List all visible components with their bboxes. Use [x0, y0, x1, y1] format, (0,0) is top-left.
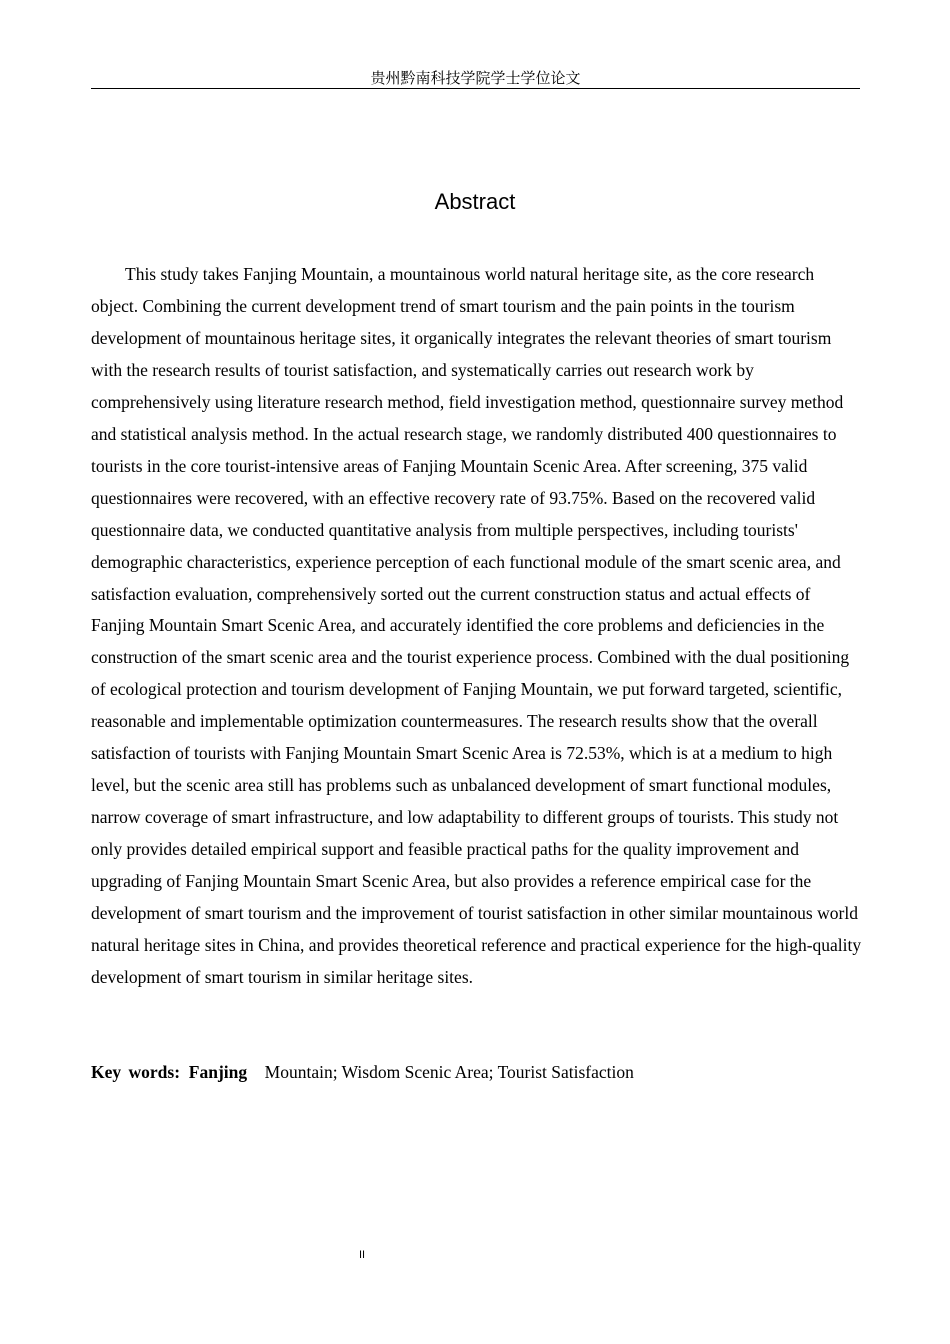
keywords-line	[91, 1057, 863, 1089]
keyword-fanjing: Fanjing	[188, 1062, 248, 1082]
keywords-rest: Mountain; Wisdom Scenic Area; Tourist Satisfaction	[264, 1062, 634, 1082]
abstract-title: Abstract	[434, 189, 516, 214]
header-text: 贵州黔南科技学院学士学位论文	[370, 69, 581, 87]
abstract-body: This study takes Fanjing Mountain, a mountainous world natural heritage site, as the core research object. Combining the current development trend of smart tourism and the pain points in the tourism development of mountainous heritage sites, it organically integrates the relevant theories of smart tourism with the research results of tourist satisfaction, and systematically carries out research work by comprehensively using literature research method, field investigation method, questionnaire survey method and statistical analysis method. In the actual research stage, we randomly distributed 400 questionnaires to tourists in the core tourist-intensive areas of Fanjing Mountain Scenic Area. After screening, 375 valid questionnaires were recovered, with an effective recovery rate of 93.75%. Based on the recovered valid questionnaire data, we conducted quantitative analysis from multiple perspectives, including tourists' demographic characteristics, experience perception of each functional module of the smart scenic area, and satisfaction evaluation, comprehensively sorted out the current construction status and actual effects of Fanjing Mountain Smart Scenic Area, and accurately identified the core problems and deficiencies in the construction of the smart scenic area and the tourist experience process. Combined with the dual positioning of ecological protection and tourism development of Fanjing Mountain, we put forward targeted, scientific, reasonable and implementable optimization countermeasures. The research results show that the overall satisfaction of tourists with Fanjing Mountain Smart Scenic Area is 72.53%, which is at a medium to high level, but the scenic area still has problems such as unbalanced development of smart functional modules, narrow coverage of smart infrastructure, and low adaptability to different groups of tourists. This study not only provides detailed empirical support and feasible practical paths for the quality improvement and upgrading of Fanjing Mountain Smart Scenic Area, but also provides a reference empirical case for the development of smart tourism and the improvement of tourist satisfaction in other similar mountainous world natural heritage sites in China, and provides theoretical reference and practical experience for the high-quality development of smart tourism in similar heritage sites.	[91, 264, 862, 987]
page-number: II	[359, 1249, 366, 1261]
running-header	[91, 68, 860, 89]
keywords-label: Key words:	[91, 1062, 181, 1082]
